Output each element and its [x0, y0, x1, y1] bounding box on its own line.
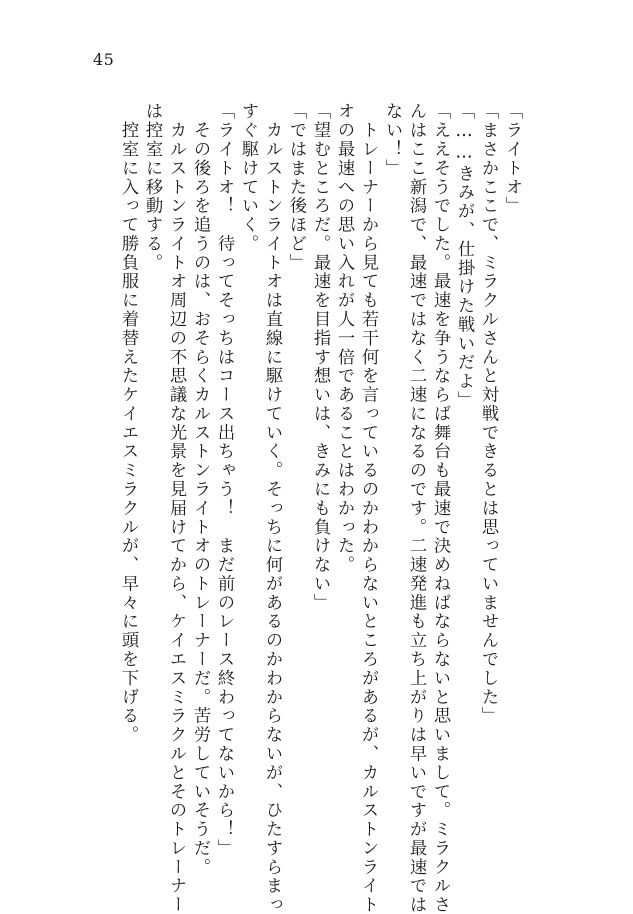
text-line: 「ええそうでした。最速を争うならば舞台も最速で決めねばならないと思いまして。ミラクルさ: [430, 102, 450, 914]
page-number: 45: [93, 50, 115, 69]
text-line: カルストンライトオは直線に駆けていく。そっちに何があるのかわからないが、ひたすらまっ: [262, 102, 282, 914]
text-line: 「望むところだ。最速を目指す想いは、きみにも負けない」: [310, 102, 330, 613]
text-line: 「ライトオ！ 待ってそっちはコース出ちゃう！ まだ前のレース終わってないから！」: [214, 102, 234, 858]
text-line: 「ではまた後ほど」: [286, 102, 306, 273]
text-line: は控室に移動する。: [142, 102, 162, 273]
text-line: んはここ新潟で、最速ではなく二速になるのです。二速発進も立ち上がりは早いですが最速では: [406, 102, 426, 914]
text-line: 「……きみが、仕掛けた戦いだよ」: [454, 102, 474, 410]
text-line: すぐ駆けていく。: [238, 102, 258, 254]
text-line: ない！」: [382, 102, 402, 178]
text-line: カルストンライトオ周辺の不思議な光景を見届けてから、ケイエスミラクルとそのトレーナー: [166, 102, 186, 914]
text-line: 「ライトオ」: [502, 102, 522, 216]
text-line: その後ろを追うのは、おそらくカルストンライトオのトレーナーだ。苦労していそうだ。: [190, 102, 210, 877]
text-line: 控室に入って勝負服に着替えたケイエスミラクルが、早々に頭を下げる。: [118, 102, 138, 745]
text-line: トレーナーから見ても若干何を言っているのかわからないところがあるが、カルストンライト: [358, 102, 378, 914]
text-line: オの最速への思い入れが人一倍であることはわかった。: [334, 102, 354, 575]
text-line: 「まさかここで、ミラクルさんと対戦できるとは思っていませんでした」: [478, 102, 498, 726]
